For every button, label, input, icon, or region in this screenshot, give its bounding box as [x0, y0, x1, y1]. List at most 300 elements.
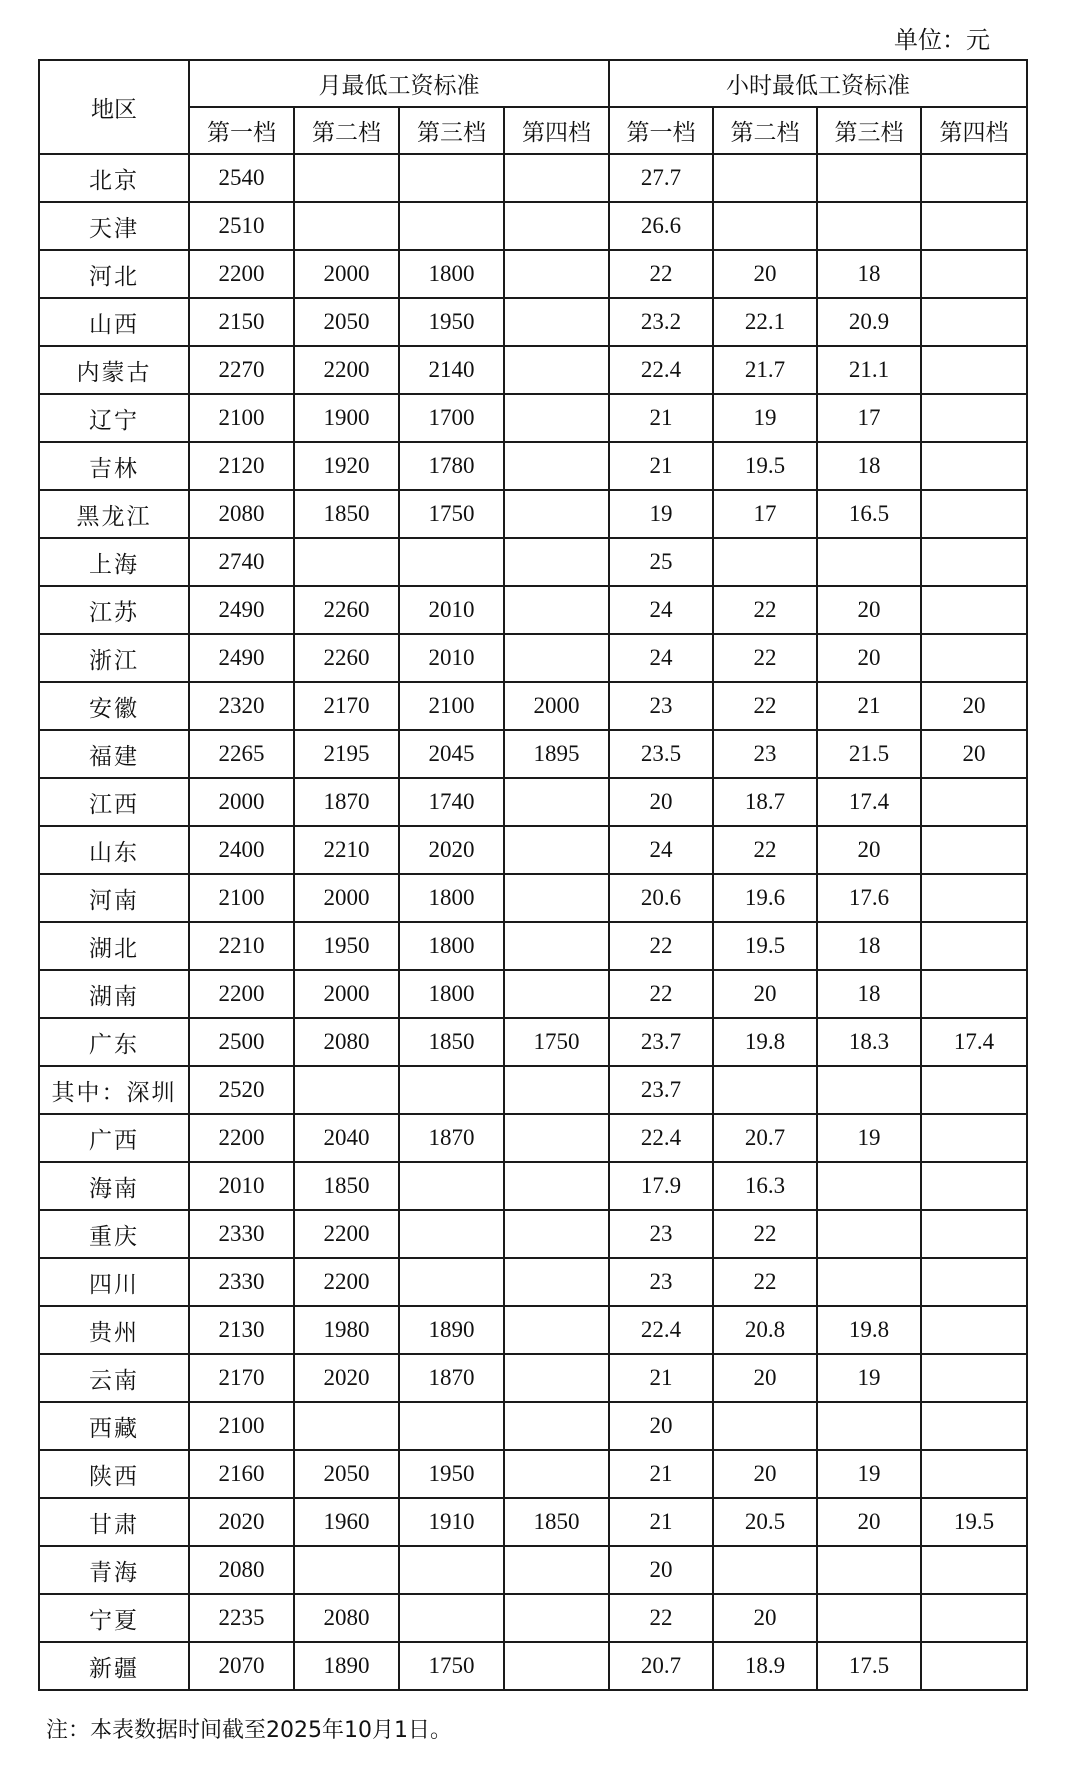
region-cell: 内蒙古: [39, 346, 189, 394]
hourly-tier-3-cell: [817, 202, 921, 250]
monthly-tier-1-cell: 2020: [189, 1498, 294, 1546]
region-cell: 黑龙江: [39, 490, 189, 538]
table-row: [39, 394, 1027, 442]
table-row: [39, 298, 1027, 346]
monthly-tier-2-cell: 1850: [294, 1162, 399, 1210]
region-cell: 河南: [39, 874, 189, 922]
hourly-tier-3-cell: [817, 1162, 921, 1210]
hourly-tier-1-cell: 20: [609, 778, 713, 826]
hourly-tier-1-cell: 23.5: [609, 730, 713, 778]
monthly-tier-4-cell: [504, 202, 609, 250]
hourly-tier-2-cell: 18.7: [713, 778, 817, 826]
hourly-tier-1-cell: 22.4: [609, 1114, 713, 1162]
monthly-tier-1-cell: 2070: [189, 1642, 294, 1690]
hourly-tier-3-cell: 20: [817, 826, 921, 874]
table-row: [39, 874, 1027, 922]
region-cell: 江苏: [39, 586, 189, 634]
hourly-tier-3-cell: 18.3: [817, 1018, 921, 1066]
hourly-tier-1-cell: 21: [609, 394, 713, 442]
hourly-tier-3-cell: [817, 1594, 921, 1642]
hourly-tier-4-cell: [921, 538, 1027, 586]
hourly-tier-2-cell: 19.6: [713, 874, 817, 922]
table-row: [39, 1306, 1027, 1354]
monthly-tier-2-cell: 1950: [294, 922, 399, 970]
hourly-tier-3-cell: 21.1: [817, 346, 921, 394]
unit-label: 单位：元: [894, 26, 990, 54]
hourly-tier-2-cell: 22: [713, 682, 817, 730]
hourly-tier-4-cell: 17.4: [921, 1018, 1027, 1066]
monthly-tier-3-cell: [399, 1162, 504, 1210]
header-monthly-tier-2: 第二档: [294, 107, 399, 154]
table-row: [39, 1354, 1027, 1402]
monthly-tier-3-cell: 1890: [399, 1306, 504, 1354]
table-row: [39, 826, 1027, 874]
header-monthly-tier-4: 第四档: [504, 107, 609, 154]
monthly-tier-1-cell: 2265: [189, 730, 294, 778]
hourly-tier-4-cell: [921, 1354, 1027, 1402]
hourly-tier-3-cell: 20: [817, 634, 921, 682]
monthly-tier-4-cell: [504, 346, 609, 394]
monthly-tier-4-cell: [504, 778, 609, 826]
table-row: [39, 1642, 1027, 1690]
region-cell: 北京: [39, 154, 189, 202]
hourly-tier-1-cell: 20: [609, 1546, 713, 1594]
hourly-tier-4-cell: [921, 346, 1027, 394]
monthly-tier-2-cell: 2170: [294, 682, 399, 730]
hourly-tier-1-cell: 24: [609, 826, 713, 874]
monthly-tier-4-cell: [504, 970, 609, 1018]
hourly-tier-3-cell: [817, 1402, 921, 1450]
hourly-tier-1-cell: 22: [609, 1594, 713, 1642]
hourly-tier-4-cell: [921, 1594, 1027, 1642]
hourly-tier-3-cell: [817, 1066, 921, 1114]
header-monthly-group: 月最低工资标准: [189, 60, 609, 107]
monthly-tier-4-cell: [504, 1546, 609, 1594]
monthly-tier-4-cell: [504, 1354, 609, 1402]
monthly-tier-3-cell: 1800: [399, 250, 504, 298]
monthly-tier-1-cell: 2330: [189, 1258, 294, 1306]
monthly-tier-2-cell: 2000: [294, 970, 399, 1018]
hourly-tier-1-cell: 20: [609, 1402, 713, 1450]
table-row: [39, 682, 1027, 730]
table-row: [39, 1066, 1027, 1114]
minimum-wage-table: [38, 59, 1028, 1691]
monthly-tier-4-cell: 1895: [504, 730, 609, 778]
header-row-groups: [39, 60, 1027, 107]
monthly-tier-3-cell: 1870: [399, 1354, 504, 1402]
monthly-tier-1-cell: 2100: [189, 1402, 294, 1450]
monthly-tier-1-cell: 2270: [189, 346, 294, 394]
hourly-tier-3-cell: 17.5: [817, 1642, 921, 1690]
region-cell: 其中：深圳: [39, 1066, 189, 1114]
hourly-tier-2-cell: [713, 1546, 817, 1594]
monthly-tier-3-cell: 2045: [399, 730, 504, 778]
monthly-tier-4-cell: [504, 1402, 609, 1450]
hourly-tier-2-cell: [713, 154, 817, 202]
table-row: [39, 250, 1027, 298]
hourly-tier-1-cell: 21: [609, 1354, 713, 1402]
hourly-tier-4-cell: [921, 1450, 1027, 1498]
table-row: [39, 1594, 1027, 1642]
hourly-tier-4-cell: [921, 634, 1027, 682]
header-hourly-tier-1: 第一档: [609, 107, 713, 154]
hourly-tier-4-cell: [921, 1066, 1027, 1114]
region-cell: 新疆: [39, 1642, 189, 1690]
hourly-tier-3-cell: [817, 1210, 921, 1258]
monthly-tier-3-cell: [399, 1546, 504, 1594]
hourly-tier-2-cell: 20.7: [713, 1114, 817, 1162]
monthly-tier-2-cell: [294, 538, 399, 586]
region-cell: 吉林: [39, 442, 189, 490]
region-cell: 福建: [39, 730, 189, 778]
hourly-tier-2-cell: 16.3: [713, 1162, 817, 1210]
region-cell: 辽宁: [39, 394, 189, 442]
monthly-tier-1-cell: 2740: [189, 538, 294, 586]
monthly-tier-2-cell: 1960: [294, 1498, 399, 1546]
hourly-tier-1-cell: 23.7: [609, 1066, 713, 1114]
monthly-tier-2-cell: 2000: [294, 874, 399, 922]
table-row: [39, 1450, 1027, 1498]
hourly-tier-2-cell: 20: [713, 250, 817, 298]
monthly-tier-4-cell: [504, 538, 609, 586]
table-row: [39, 778, 1027, 826]
region-cell: 重庆: [39, 1210, 189, 1258]
hourly-tier-4-cell: [921, 586, 1027, 634]
monthly-tier-2-cell: [294, 1402, 399, 1450]
monthly-tier-2-cell: 2200: [294, 1258, 399, 1306]
hourly-tier-1-cell: 23: [609, 1258, 713, 1306]
monthly-tier-2-cell: 2040: [294, 1114, 399, 1162]
monthly-tier-4-cell: [504, 1450, 609, 1498]
monthly-tier-3-cell: 1910: [399, 1498, 504, 1546]
monthly-tier-2-cell: [294, 202, 399, 250]
table-row: [39, 1546, 1027, 1594]
monthly-tier-2-cell: [294, 1066, 399, 1114]
monthly-tier-4-cell: [504, 394, 609, 442]
table-row: [39, 490, 1027, 538]
table-row: [39, 154, 1027, 202]
hourly-tier-3-cell: 20: [817, 586, 921, 634]
hourly-tier-3-cell: [817, 1546, 921, 1594]
monthly-tier-2-cell: 1870: [294, 778, 399, 826]
hourly-tier-2-cell: [713, 538, 817, 586]
monthly-tier-4-cell: [504, 298, 609, 346]
region-cell: 广西: [39, 1114, 189, 1162]
monthly-tier-3-cell: [399, 538, 504, 586]
monthly-tier-1-cell: 2400: [189, 826, 294, 874]
region-cell: 湖南: [39, 970, 189, 1018]
region-cell: 浙江: [39, 634, 189, 682]
region-cell: 宁夏: [39, 1594, 189, 1642]
table-row: [39, 1210, 1027, 1258]
hourly-tier-2-cell: 20.5: [713, 1498, 817, 1546]
hourly-tier-4-cell: [921, 394, 1027, 442]
hourly-tier-4-cell: [921, 1114, 1027, 1162]
hourly-tier-2-cell: 19.5: [713, 442, 817, 490]
monthly-tier-3-cell: [399, 1066, 504, 1114]
hourly-tier-1-cell: 26.6: [609, 202, 713, 250]
monthly-tier-4-cell: [504, 442, 609, 490]
hourly-tier-3-cell: 18: [817, 970, 921, 1018]
hourly-tier-4-cell: [921, 1162, 1027, 1210]
hourly-tier-1-cell: 23.2: [609, 298, 713, 346]
monthly-tier-2-cell: [294, 1546, 399, 1594]
hourly-tier-1-cell: 20.7: [609, 1642, 713, 1690]
monthly-tier-1-cell: 2010: [189, 1162, 294, 1210]
table-body: [39, 154, 1027, 1690]
hourly-tier-4-cell: [921, 970, 1027, 1018]
monthly-tier-4-cell: [504, 826, 609, 874]
monthly-tier-1-cell: 2490: [189, 634, 294, 682]
monthly-tier-4-cell: [504, 634, 609, 682]
monthly-tier-3-cell: 2010: [399, 634, 504, 682]
hourly-tier-2-cell: 21.7: [713, 346, 817, 394]
hourly-tier-3-cell: 17.4: [817, 778, 921, 826]
hourly-tier-1-cell: 25: [609, 538, 713, 586]
monthly-tier-3-cell: 1950: [399, 1450, 504, 1498]
hourly-tier-1-cell: 24: [609, 586, 713, 634]
hourly-tier-2-cell: 17: [713, 490, 817, 538]
monthly-tier-4-cell: [504, 250, 609, 298]
monthly-tier-1-cell: 2120: [189, 442, 294, 490]
table-row: [39, 1402, 1027, 1450]
monthly-tier-4-cell: [504, 586, 609, 634]
monthly-tier-2-cell: [294, 154, 399, 202]
footnote: 注：本表数据时间截至2025年10月1日。: [46, 1718, 452, 1743]
monthly-tier-1-cell: 2200: [189, 970, 294, 1018]
hourly-tier-4-cell: [921, 1306, 1027, 1354]
monthly-tier-2-cell: 2050: [294, 1450, 399, 1498]
region-cell: 江西: [39, 778, 189, 826]
hourly-tier-3-cell: 18: [817, 442, 921, 490]
hourly-tier-4-cell: [921, 1258, 1027, 1306]
monthly-tier-2-cell: 2210: [294, 826, 399, 874]
hourly-tier-2-cell: [713, 1402, 817, 1450]
hourly-tier-1-cell: 22: [609, 970, 713, 1018]
monthly-tier-2-cell: 2020: [294, 1354, 399, 1402]
monthly-tier-2-cell: 2000: [294, 250, 399, 298]
monthly-tier-4-cell: [504, 1162, 609, 1210]
monthly-tier-2-cell: 1980: [294, 1306, 399, 1354]
monthly-tier-4-cell: [504, 1114, 609, 1162]
monthly-tier-1-cell: 2500: [189, 1018, 294, 1066]
monthly-tier-1-cell: 2330: [189, 1210, 294, 1258]
hourly-tier-4-cell: 20: [921, 730, 1027, 778]
monthly-tier-3-cell: 1800: [399, 874, 504, 922]
region-cell: 河北: [39, 250, 189, 298]
hourly-tier-4-cell: [921, 874, 1027, 922]
monthly-tier-1-cell: 2100: [189, 394, 294, 442]
hourly-tier-2-cell: 20: [713, 970, 817, 1018]
header-hourly-tier-2: 第二档: [713, 107, 817, 154]
monthly-tier-1-cell: 2200: [189, 250, 294, 298]
monthly-tier-4-cell: [504, 1642, 609, 1690]
hourly-tier-3-cell: 21: [817, 682, 921, 730]
hourly-tier-2-cell: 20: [713, 1594, 817, 1642]
hourly-tier-4-cell: [921, 1546, 1027, 1594]
monthly-tier-2-cell: 2260: [294, 586, 399, 634]
hourly-tier-2-cell: 20.8: [713, 1306, 817, 1354]
monthly-tier-3-cell: [399, 1210, 504, 1258]
hourly-tier-1-cell: 22.4: [609, 346, 713, 394]
monthly-tier-1-cell: 2490: [189, 586, 294, 634]
hourly-tier-4-cell: [921, 298, 1027, 346]
monthly-tier-3-cell: [399, 202, 504, 250]
header-hourly-group: 小时最低工资标准: [609, 60, 1027, 107]
monthly-tier-1-cell: 2540: [189, 154, 294, 202]
hourly-tier-2-cell: 18.9: [713, 1642, 817, 1690]
monthly-tier-4-cell: [504, 1066, 609, 1114]
monthly-tier-3-cell: 1800: [399, 922, 504, 970]
header-region: 地区: [39, 60, 189, 154]
hourly-tier-4-cell: [921, 1210, 1027, 1258]
hourly-tier-3-cell: 21.5: [817, 730, 921, 778]
monthly-tier-3-cell: 1740: [399, 778, 504, 826]
region-cell: 广东: [39, 1018, 189, 1066]
region-cell: 青海: [39, 1546, 189, 1594]
hourly-tier-3-cell: 18: [817, 250, 921, 298]
monthly-tier-2-cell: 1900: [294, 394, 399, 442]
monthly-tier-3-cell: 2140: [399, 346, 504, 394]
hourly-tier-2-cell: 22.1: [713, 298, 817, 346]
table-row: [39, 1258, 1027, 1306]
region-cell: 云南: [39, 1354, 189, 1402]
monthly-tier-3-cell: [399, 154, 504, 202]
hourly-tier-2-cell: [713, 1066, 817, 1114]
table-row: [39, 1114, 1027, 1162]
monthly-tier-3-cell: 1950: [399, 298, 504, 346]
monthly-tier-2-cell: 1920: [294, 442, 399, 490]
hourly-tier-2-cell: 22: [713, 1258, 817, 1306]
hourly-tier-2-cell: 23: [713, 730, 817, 778]
monthly-tier-1-cell: 2170: [189, 1354, 294, 1402]
hourly-tier-4-cell: [921, 1642, 1027, 1690]
hourly-tier-4-cell: [921, 442, 1027, 490]
table-row: [39, 1498, 1027, 1546]
hourly-tier-1-cell: 21: [609, 1498, 713, 1546]
monthly-tier-4-cell: [504, 154, 609, 202]
monthly-tier-3-cell: [399, 1594, 504, 1642]
monthly-tier-3-cell: 1700: [399, 394, 504, 442]
hourly-tier-2-cell: 20: [713, 1450, 817, 1498]
hourly-tier-3-cell: [817, 538, 921, 586]
hourly-tier-2-cell: 22: [713, 586, 817, 634]
monthly-tier-4-cell: [504, 1258, 609, 1306]
monthly-tier-3-cell: 1870: [399, 1114, 504, 1162]
monthly-tier-4-cell: 2000: [504, 682, 609, 730]
monthly-tier-2-cell: 2080: [294, 1594, 399, 1642]
table-row: [39, 1162, 1027, 1210]
region-cell: 海南: [39, 1162, 189, 1210]
monthly-tier-1-cell: 2520: [189, 1066, 294, 1114]
monthly-tier-3-cell: 1780: [399, 442, 504, 490]
hourly-tier-4-cell: [921, 922, 1027, 970]
monthly-tier-1-cell: 2150: [189, 298, 294, 346]
table-row: [39, 634, 1027, 682]
monthly-tier-2-cell: 1890: [294, 1642, 399, 1690]
monthly-tier-1-cell: 2080: [189, 490, 294, 538]
hourly-tier-3-cell: 19: [817, 1450, 921, 1498]
region-cell: 山东: [39, 826, 189, 874]
monthly-tier-4-cell: [504, 1594, 609, 1642]
hourly-tier-3-cell: 19.8: [817, 1306, 921, 1354]
hourly-tier-1-cell: 20.6: [609, 874, 713, 922]
monthly-tier-3-cell: 1850: [399, 1018, 504, 1066]
monthly-tier-3-cell: 2010: [399, 586, 504, 634]
monthly-tier-3-cell: 1750: [399, 1642, 504, 1690]
hourly-tier-2-cell: 22: [713, 826, 817, 874]
hourly-tier-3-cell: 17.6: [817, 874, 921, 922]
table-row: [39, 538, 1027, 586]
region-cell: 湖北: [39, 922, 189, 970]
monthly-tier-3-cell: [399, 1258, 504, 1306]
monthly-tier-2-cell: 2200: [294, 346, 399, 394]
monthly-tier-1-cell: 2235: [189, 1594, 294, 1642]
header-hourly-tier-3: 第三档: [817, 107, 921, 154]
hourly-tier-1-cell: 23: [609, 1210, 713, 1258]
hourly-tier-3-cell: [817, 1258, 921, 1306]
hourly-tier-1-cell: 22: [609, 922, 713, 970]
hourly-tier-2-cell: 19.5: [713, 922, 817, 970]
hourly-tier-1-cell: 21: [609, 1450, 713, 1498]
hourly-tier-4-cell: [921, 826, 1027, 874]
monthly-tier-3-cell: 2020: [399, 826, 504, 874]
hourly-tier-3-cell: 16.5: [817, 490, 921, 538]
hourly-tier-3-cell: 19: [817, 1114, 921, 1162]
region-cell: 四川: [39, 1258, 189, 1306]
monthly-tier-1-cell: 2080: [189, 1546, 294, 1594]
table-row: [39, 730, 1027, 778]
monthly-tier-4-cell: [504, 1306, 609, 1354]
hourly-tier-4-cell: [921, 490, 1027, 538]
hourly-tier-3-cell: 18: [817, 922, 921, 970]
hourly-tier-2-cell: 19: [713, 394, 817, 442]
hourly-tier-2-cell: 22: [713, 1210, 817, 1258]
monthly-tier-1-cell: 2210: [189, 922, 294, 970]
monthly-tier-4-cell: [504, 922, 609, 970]
table-row: [39, 202, 1027, 250]
hourly-tier-1-cell: 24: [609, 634, 713, 682]
hourly-tier-3-cell: [817, 154, 921, 202]
hourly-tier-4-cell: 20: [921, 682, 1027, 730]
monthly-tier-2-cell: 2080: [294, 1018, 399, 1066]
monthly-tier-3-cell: 1750: [399, 490, 504, 538]
region-cell: 天津: [39, 202, 189, 250]
table-row: [39, 922, 1027, 970]
hourly-tier-3-cell: 20.9: [817, 298, 921, 346]
monthly-tier-2-cell: 2200: [294, 1210, 399, 1258]
hourly-tier-1-cell: 22.4: [609, 1306, 713, 1354]
region-cell: 安徽: [39, 682, 189, 730]
region-cell: 西藏: [39, 1402, 189, 1450]
hourly-tier-4-cell: [921, 778, 1027, 826]
monthly-tier-1-cell: 2160: [189, 1450, 294, 1498]
monthly-tier-3-cell: 1800: [399, 970, 504, 1018]
monthly-tier-1-cell: 2130: [189, 1306, 294, 1354]
monthly-tier-4-cell: 1850: [504, 1498, 609, 1546]
table-row: [39, 346, 1027, 394]
table-row: [39, 442, 1027, 490]
region-cell: 陕西: [39, 1450, 189, 1498]
hourly-tier-1-cell: 23: [609, 682, 713, 730]
monthly-tier-2-cell: 2050: [294, 298, 399, 346]
header-monthly-tier-1: 第一档: [189, 107, 294, 154]
monthly-tier-4-cell: [504, 1210, 609, 1258]
monthly-tier-1-cell: 2000: [189, 778, 294, 826]
monthly-tier-2-cell: 2260: [294, 634, 399, 682]
monthly-tier-1-cell: 2510: [189, 202, 294, 250]
monthly-tier-4-cell: [504, 490, 609, 538]
